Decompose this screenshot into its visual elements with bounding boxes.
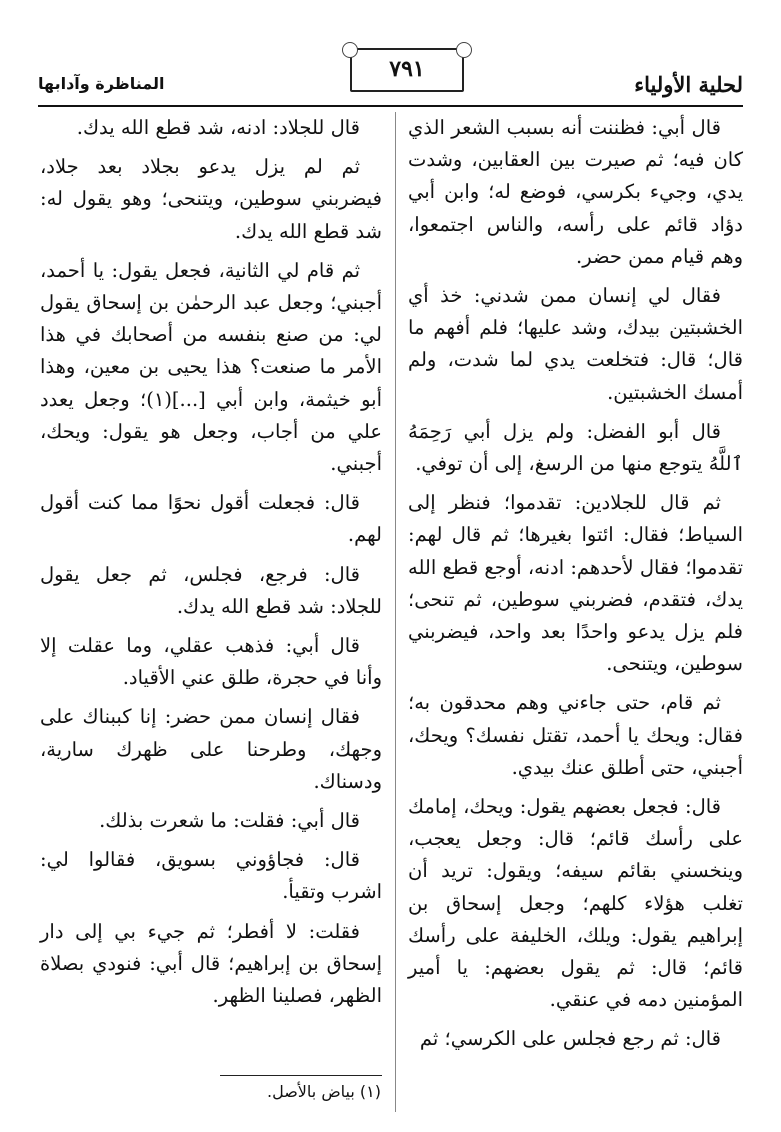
book-title: لحلية الأولياء <box>634 72 743 97</box>
page-number-frame <box>350 48 464 92</box>
paragraph: فقلت: لا أفطر؛ ثم جيء بي إلى دار إسحاق بن إبراهيم؛ قال أبي: فنودي بصلاة الظهر، فصلينا الظهر. <box>40 919 382 1008</box>
footnote: (١) بياض بالأصل. <box>267 1082 381 1101</box>
paragraph: ثم لم يزل يدعو بجلاد بعد جلاد، فيضربني سوطين، ويتنحى؛ وهو يقول له: شد قطع الله يدك. <box>40 155 382 243</box>
header-rule <box>38 105 743 107</box>
left-column <box>40 112 382 1019</box>
paragraph: قال أبي: فذهب عقلي، وما عقلت إلا وأنا في حجرة، طلق عني الأقياد. <box>40 634 382 690</box>
footnote-rule <box>220 1075 382 1076</box>
right-column <box>408 112 743 1063</box>
paragraph: قال أبو الفضل: ولم يزل أبي رَحِمَهُ ٱللَّهُ يتوجع منها من الرسغ، إلى أن توفي. <box>408 419 743 476</box>
paragraph: قال أبي: فقلت: ما شعرت بذلك. <box>99 809 360 833</box>
paragraph: فقال إنسان ممن حضر: إنا كببناك على وجهك، وطرحنا على ظهرك سارية، ودسناك. <box>40 705 382 793</box>
paragraph: قال: فجعل بعضهم يقول: ويحك، إمامك على رأسك قائم؛ قال: وجعل يعجب، وينخسني بقائم سيفه؛ ويقول: تريد أن تغلب هؤلاء كلهم؛ وجعل إسحاق بن إبراهيم يقول: ويلك، الخليفة على رأسك قائم؛ قال: ثم يقول بعضهم: يا أمير المؤمنين دمه في عنقي. <box>408 795 743 1012</box>
paragraph: ثم قام لي الثانية، فجعل يقول: يا أحمد، أجبني؛ وجعل عبد الرحمٰن بن إسحاق يقول لي: من صنع بنفسه من أصحابك في هذا الأمر ما صنعت؟ هذا يحيى بن معين، وهذا أبو خيثمة، وابن أبي [...](١)؛ وجعل يعدد علي من أجاب، وجعل هو يقول: ويحك، أجبني. <box>40 258 382 476</box>
chapter-title: المناظرة وآدابها <box>38 74 165 93</box>
paragraph: قال: فرجع، فجلس، ثم جعل يقول للجلاد: شد قطع الله يدك. <box>40 562 382 618</box>
paragraph: قال أبي: فظننت أنه بسبب الشعر الذي كان فيه؛ ثم صيرت بين العقابين، وشدت يدي، وجيء بكرسي، فوضع له؛ وابن أبي دؤاد قائم على رأسه، والناس اجتمعوا، وهم قيام ممن حضر. <box>408 116 743 268</box>
paragraph: قال: ثم رجع فجلس على الكرسي؛ ثم <box>419 1027 721 1051</box>
page-number: ٧٩١ <box>389 56 425 82</box>
paragraph: قال للجلاد: ادنه، شد قطع الله يدك. <box>76 116 360 139</box>
column-divider <box>395 112 396 1112</box>
paragraph: قال: فجاؤوني بسويق، فقالوا لي: اشرب وتقيأ. <box>40 848 382 904</box>
paragraph: ثم قام، حتى جاءني وهم محدقون به؛ فقال: ويحك يا أحمد، تقتل نفسك؟ ويحك، أجبني، حتى أطلق عنك بيدي. <box>408 691 743 779</box>
paragraph: ثم قال للجلادين: تقدموا؛ فنظر إلى السياط؛ فقال: ائتوا بغيرها؛ ثم قال لهم: تقدموا؛ فقال لأحدهم: ادنه، أوجع قطع الله يدك، فتقدم، فضربني سوطين، ثم تنحى؛ فلم يزل يدعو واحدًا بعد واحد، فيضربني سوطين، ويتنحى. <box>408 491 743 676</box>
page-header <box>38 48 743 106</box>
paragraph: قال: فجعلت أقول نحوًا مما كنت أقول لهم. <box>40 491 382 547</box>
paragraph: فقال لي إنسان ممن شدني: خذ أي الخشبتين بيدك، وشد عليها؛ فلم أفهم ما قال؛ قال: فتخلعت يدي لما شدت، ولم أمسك الخشبتين. <box>408 284 743 404</box>
